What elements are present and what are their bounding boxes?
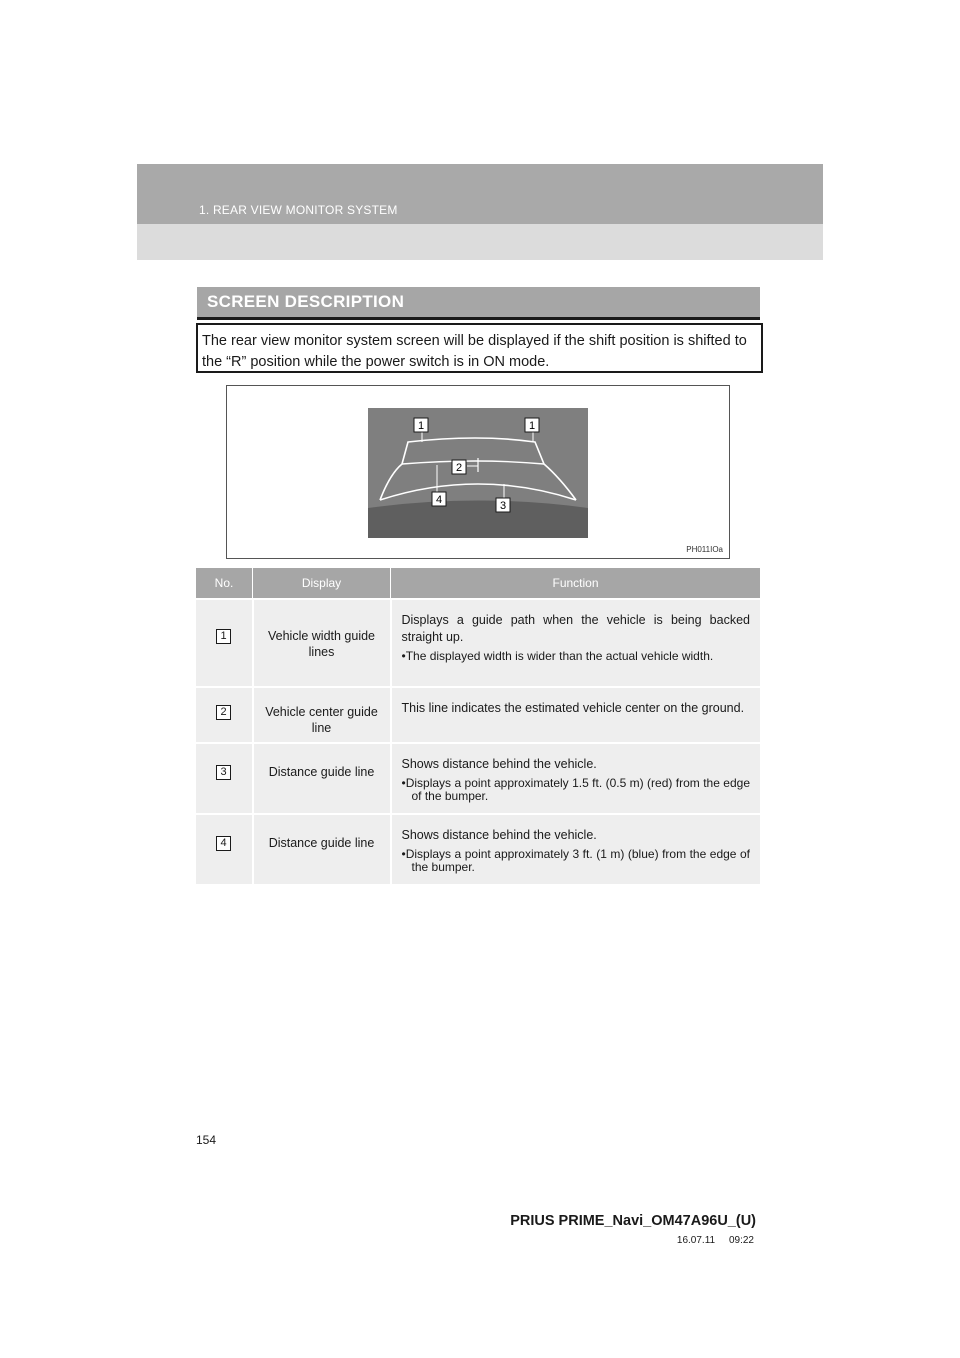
print-timestamp: 16.07.11 09:22 (676, 1235, 754, 1246)
header-function: Function (391, 568, 761, 599)
intro-box (196, 323, 763, 373)
svg-text:1: 1 (417, 420, 425, 432)
screen-description-table (196, 568, 760, 884)
display-cell: Distance guide line (253, 814, 391, 884)
document-id: PRIUS PRIME_Navi_OM47A96U_(U) (510, 1213, 756, 1229)
function-bullet: •Displays a point approximately 1.5 ft. (0.5 m) (red) from the edge of the bumper. (401, 776, 750, 803)
function-cell (391, 743, 761, 814)
function-lead: Shows distance behind the vehicle. (401, 757, 597, 771)
table-row (196, 743, 760, 814)
number-box: 1 (216, 629, 231, 644)
table-row (196, 814, 760, 884)
intro-text: The rear view monitor system screen will be displayed if the shift position is shifted to the “R” position while the power switch is in ON mode. (202, 333, 747, 370)
function-bullet: •The displayed width is wider than the actual vehicle width. (401, 649, 714, 663)
callout-1a (414, 418, 428, 432)
figure-code: PH011IOa (686, 545, 723, 554)
svg-text:3: 3 (499, 500, 507, 512)
svg-text:4: 4 (435, 494, 443, 506)
table-row (196, 687, 760, 743)
header-no: No. (196, 568, 253, 599)
table-header-row (196, 568, 760, 599)
function-lead: This line indicates the estimated vehicle center on the ground. (401, 701, 745, 715)
section-title: SCREEN DESCRIPTION (207, 292, 405, 311)
display-cell: Vehicle center guide line (253, 687, 391, 743)
function-cell (391, 599, 761, 687)
number-box: 2 (216, 705, 231, 720)
chapter-title: 1. REAR VIEW MONITOR SYSTEM (199, 203, 398, 217)
callout-4 (432, 492, 446, 506)
bumper-area (368, 501, 588, 539)
page-header (137, 164, 823, 260)
no-cell (196, 599, 253, 687)
no-cell (196, 687, 253, 743)
number-box: 4 (216, 836, 231, 851)
function-lead: Displays a guide path when the vehicle is being backed straight up. (401, 613, 750, 644)
number-box: 3 (216, 765, 231, 780)
figure-box (226, 385, 730, 559)
callout-1b (525, 418, 539, 432)
no-cell (196, 814, 253, 884)
section-heading (197, 287, 760, 320)
function-lead: Shows distance behind the vehicle. (401, 828, 597, 842)
function-bullet: •Displays a point approximately 3 ft. (1 m) (blue) from the edge of the bumper. (401, 847, 750, 874)
table-row (196, 599, 760, 687)
svg-text:2: 2 (455, 462, 463, 474)
header-display: Display (253, 568, 391, 599)
function-cell (391, 814, 761, 884)
camera-screen-illustration (368, 408, 588, 538)
no-cell (196, 743, 253, 814)
display-cell: Vehicle width guide lines (253, 599, 391, 687)
function-cell (391, 687, 761, 743)
svg-text:1: 1 (528, 420, 536, 432)
callout-2 (452, 460, 466, 474)
callout-3 (496, 498, 510, 512)
display-cell: Distance guide line (253, 743, 391, 814)
page-number: 154 (196, 1133, 217, 1147)
page-header-top (137, 164, 823, 224)
